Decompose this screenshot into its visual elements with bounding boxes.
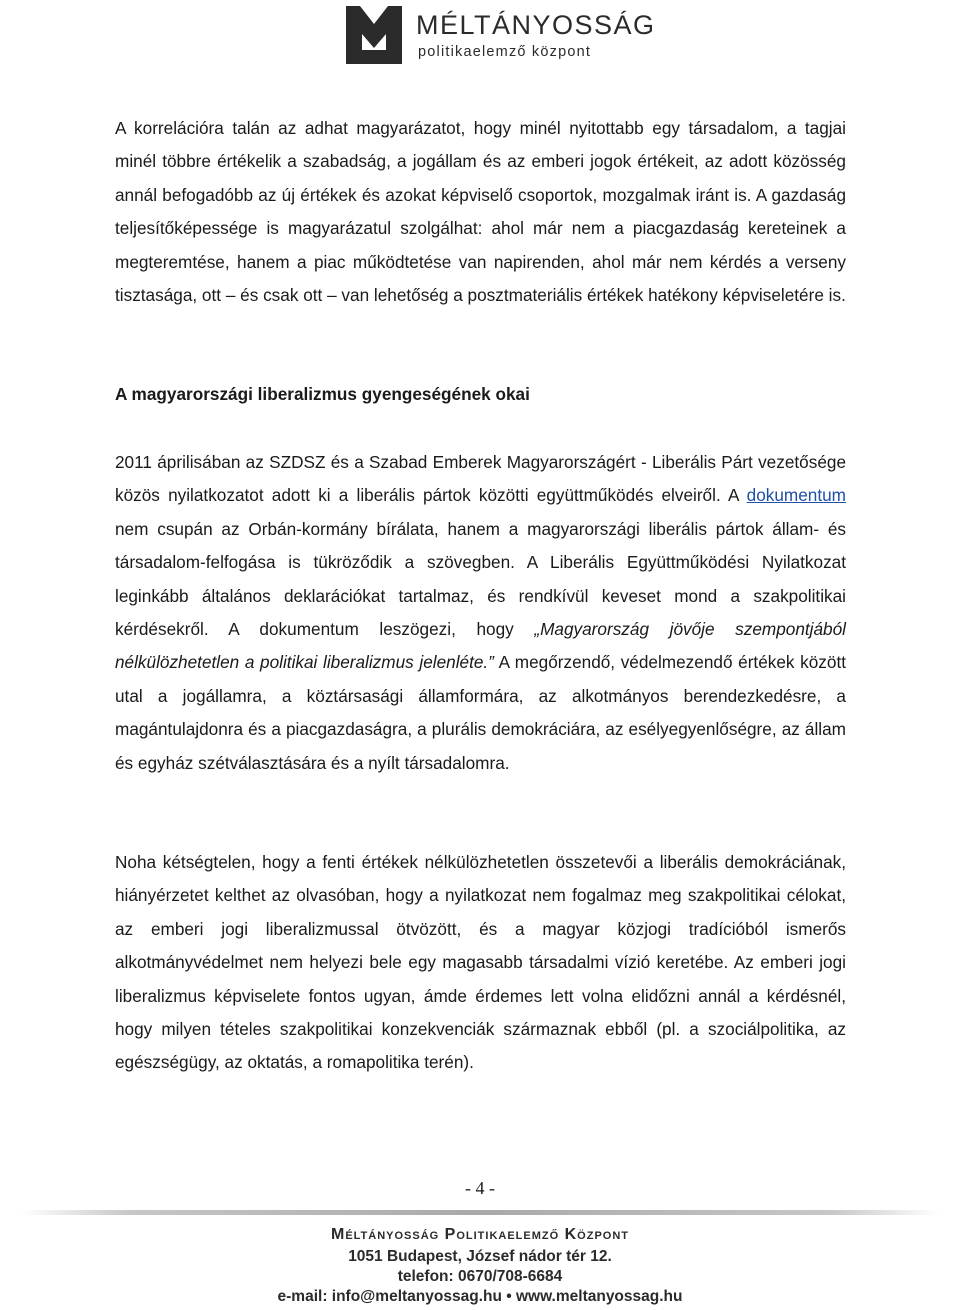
paragraph-2-text-2: nem csupán az Orbán-kormány bírálata, hanem a magyarországi liberális pártok állam- és társadalom-felfogása is tükröződik a szövegben. A Liberális Együttműködési Nyilatkozat leginkább általános deklarációkat tartalmaz, és rendkívül keveset mond a szakpolitikai kérdésekről. A dokumentum leszögezi, hogy — [115, 518, 846, 640]
footer-phone: telefon: 0670/708-6684 — [397, 1268, 563, 1285]
quote-text: „Magyarország jövője szempontjából nélkülözhetetlen a politikai liberalizmus jelenléte.” — [115, 619, 846, 673]
paragraph-1: A korrelációra talán az adhat magyarázatot, hogy minél nyitottabb egy társadalom, a tagjai minél többre értékelik a szabadság, a jogállam és az emberi jogok értékeit, az adott közösség annál befogadóbb az új értékek és azokat képviselő csoportok, mozgalmak iránt is. A gazdaság teljesítőképessége is magyarázatul szolgálhat: ahol már nem a piacgazdaság kereteinek a megteremtése, hanem a piac működtetése van napirenden, ahol már nem kérdés a verseny tisztasága, ott – és csak ott – van lehetőség a posztmateriális értékek hatékony képviseletére is. — [115, 118, 846, 306]
dokumentum-link[interactable]: dokumentum — [746, 485, 846, 506]
section-heading: A magyarországi liberalizmus gyengeségének okai — [115, 384, 530, 404]
footer — [0, 1210, 960, 1310]
paragraph-2 — [115, 446, 846, 780]
logo-title: MÉLTÁNYOSSÁG — [416, 10, 656, 40]
footer-email: e-mail: info@meltanyossag.hu • www.meltanyossag.hu — [277, 1288, 683, 1305]
header-logo — [346, 6, 656, 66]
footer-divider — [20, 1210, 940, 1215]
footer-address: 1051 Budapest, József nádor tér 12. — [348, 1248, 612, 1265]
paragraph-2-text-3: A megőrzendő, védelmezendő értékek között utal a jogállamra, a köztársasági államformára, az alkotmányos berendezkedésre, a magántulajdonra és a piacgazdaságra, a plurális demokráciára, az esélyegyenlőségre, az állam és egyház szétválasztására és a nyílt társadalomra. — [115, 652, 847, 773]
paragraph-2-text-1: 2011 áprilisában az SZDSZ és a Szabad Emberek Magyarországért - Liberális Párt vezetősége közös nyilatkozatot adott ki a liberális pártok közötti együttműködés elveiről. A — [115, 452, 846, 506]
paragraph-3: Noha kétségtelen, hogy a fenti értékek nélkülözhetetlen összetevői a liberális demokráciának, hiányérzetet kelthet az olvasóban, hogy a nyilatkozat nem fogalmaz meg szakpolitikai célokat, az emberi jogi liberalizmussal ötvözött, és a magyar közjogi tradícióból ismerős alkotmányvédelmet nem helyezi bele egy magasabb társadalmi vízió keretébe. Az emberi jogi liberalizmus képviselete fontos ugyan, ámde érdemes lett volna elidőzni annál a kérdésnél, hogy milyen tételes szakpolitikai konzekvenciák származnak ebből (pl. a szociálpolitika, az egészségügy, az oktatás, a romapolitika terén). — [115, 852, 846, 1073]
footer-organization: Méltányosság Politikaelemző Központ — [330, 1226, 630, 1243]
logo-subtitle: politikaelemző központ — [418, 44, 592, 60]
logo-m-icon — [346, 6, 402, 64]
page-number: - 4 - — [465, 1178, 495, 1198]
